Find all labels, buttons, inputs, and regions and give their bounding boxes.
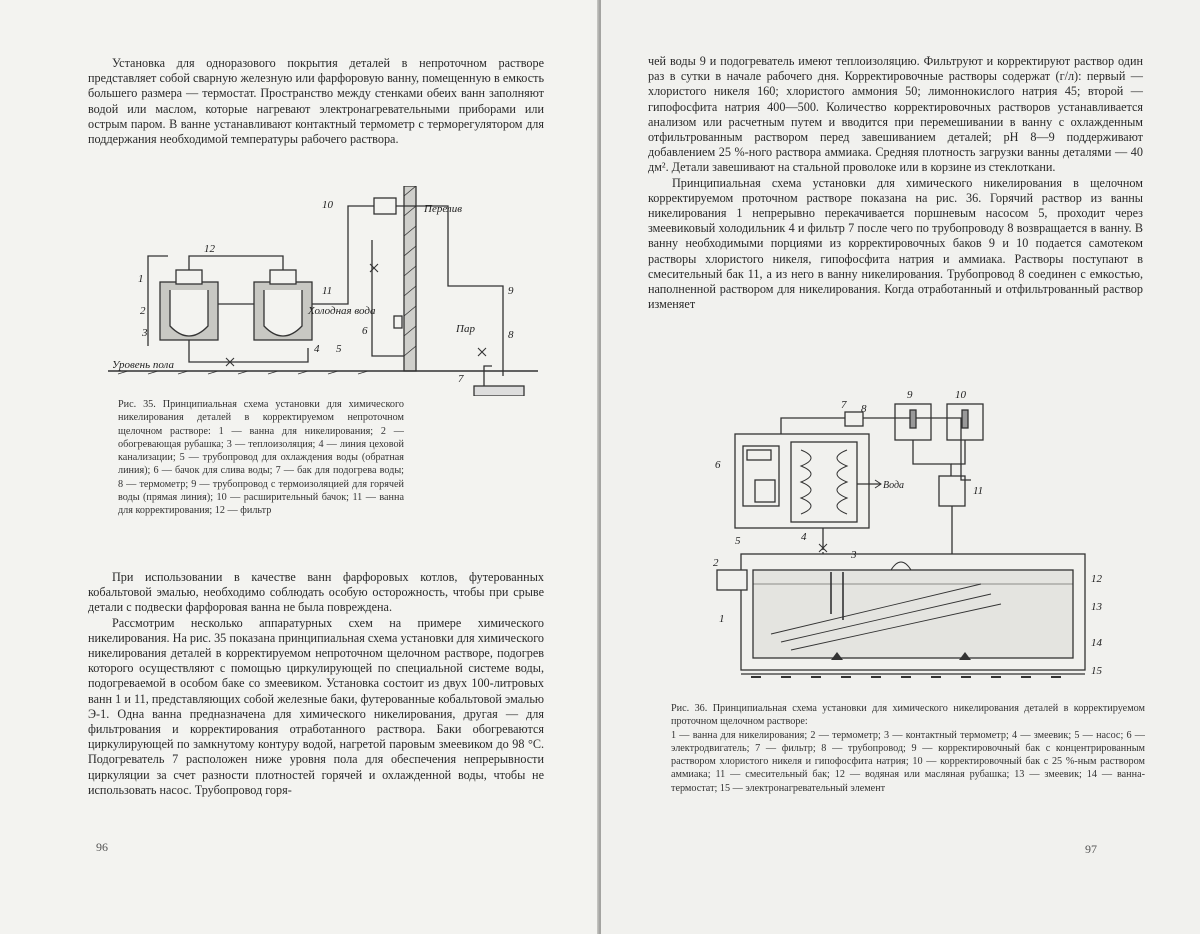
figure-35-caption bbox=[118, 398, 404, 518]
fig36-label-14: 14 bbox=[1091, 637, 1102, 649]
fig35-label-floor: Уровень пола bbox=[112, 359, 174, 371]
left-para1-text: Установка для одноразового покрытия деталей в непроточном растворе представляет собой сварную железную или фарфоровую ванну, помещенную в емкость большего размера — термостат. Пространство между стенками обеих ванн заполняют водой или маслом, которые нагревают электронагревательными приборами или острым паром. В ванне устанавливают контактный термометр с терморегулятором для поддержания необходимой температуры рабочего раствора. bbox=[88, 56, 544, 147]
caption36-body: 1 — ванна для никелирования; 2 — термометр; 3 — контактный термометр; 4 — змеевик; 5 — насос; 6 — электродвигатель; 7 — фильтр; 8 — трубопровод; 9 — корректировочный бак с концентрированным раствором хлористого никеля и гипофосфита натрия; 10 — корректировочный бак с 25 %-ным раствором аммиака; 11 — смесительный бак; 12 — водяная или масляная рубашка; 13 — змеевик; 14 — ванна-термостат; 15 — электронагревательный элемент bbox=[671, 729, 1145, 794]
fig36-label-7: 7 bbox=[841, 399, 847, 411]
fig36-label-8: 8 bbox=[861, 403, 867, 415]
figure-35-diagram bbox=[108, 186, 538, 396]
fig36-label-10: 10 bbox=[955, 389, 966, 401]
left-para3-text: Рассмотрим несколько аппаратурных схем на примере химического никелирования. На рис. 35 показана принципиальная схема установки для химического никелирования деталей в корректируемом непроточном щелочном растворе, подогрев которого осуществляют с помощью циркулирующей по специальной системе воды, подогреваемой в особом баке со змеевиком. Установка состоит из двух 100-литровых ванн 1 и 11, представляющих собой железные баки, футерованные кобальтовой эмалью Э-1. Одна ванна предназначена для химического никелирования, другая — для фильтрования и корректирования отработанного раствора. Баки обогреваются циркулирующей по замкнутому контуру водой, нагретой паровым змеевиком до 98 °С. Подогреватель 7 расположен ниже уровня пола для обеспечения непрерывности циркуляции за счет разности плотностей горячей и охлажденной воды, чтобы не использовать насос. Трубопровод горя- bbox=[88, 615, 544, 797]
right-paragraph-1 bbox=[648, 54, 1143, 312]
fig35-label-6: 6 bbox=[362, 325, 368, 337]
right-page bbox=[601, 0, 1200, 934]
fig36-label-4: 4 bbox=[801, 531, 807, 543]
fig35-label-steam: Пар bbox=[456, 323, 475, 335]
page-number-left: 96 bbox=[96, 840, 108, 854]
caption36-title: Рис. 36. Принципиальная схема установки для химического никелирования деталей в корректируемом проточном щелочном растворе: bbox=[671, 703, 1145, 728]
fig35-label-3: 3 bbox=[142, 327, 148, 339]
fig35-label-1: 1 bbox=[138, 273, 144, 285]
fig36-label-water: Вода bbox=[883, 480, 905, 491]
fig35-label-12: 12 bbox=[204, 243, 215, 255]
left-para2-text: При использовании в качестве ванн фарфоровых котлов, футерованных кобальтовой эмалью, необходимо соблюдать особую осторожность, чтобы при срыве детали с подвески фарфоровая ванна не была повреждена. bbox=[88, 570, 544, 615]
fig36-label-9: 9 bbox=[907, 389, 913, 401]
left-paragraph-1 bbox=[88, 56, 544, 147]
fig35-label-8: 8 bbox=[508, 329, 514, 341]
fig35-label-7: 7 bbox=[458, 373, 464, 385]
fig36-label-2: 2 bbox=[713, 557, 719, 569]
fig35-label-cold-water: Холодная вода bbox=[308, 305, 376, 317]
left-paragraph-2 bbox=[88, 570, 544, 798]
fig35-label-11: 11 bbox=[322, 285, 333, 297]
fig35-label-9: 9 bbox=[508, 285, 514, 297]
figure-36-caption bbox=[671, 702, 1145, 795]
page-number-right: 97 bbox=[1085, 842, 1097, 856]
caption35-text: Рис. 35. Принципиальная схема установки для химического никелирования деталей в корректируемом непроточном щелочном растворе: 1 — ванна для никелирования; 2 — обогревающая рубашка; 3 — теплоизоляция; 4 — линия цеховой канализации; 5 — трубопровод для охлаждения воды (обратная линия); 6 — бачок для слива воды; 7 — бак для подогрева воды; 8 — термометр; 9 — трубопровод с термоизоляцией для горячей воды (прямая линия); 10 — расширительный бачок; 11 — ванна для корректирования; 12 — фильтр bbox=[118, 399, 404, 517]
fig35-label-5: 5 bbox=[336, 343, 342, 355]
fig36-label-15: 15 bbox=[1091, 665, 1102, 677]
fig36-label-3: 3 bbox=[851, 549, 857, 561]
fig36-label-12: 12 bbox=[1091, 573, 1102, 585]
fig36-label-13: 13 bbox=[1091, 601, 1102, 613]
fig35-label-10: 10 bbox=[322, 199, 333, 211]
fig35-label-4: 4 bbox=[314, 343, 320, 355]
fig36-label-5: 5 bbox=[735, 535, 741, 547]
fig35-label-overflow: Перелив bbox=[424, 203, 463, 215]
fig36-label-6: 6 bbox=[715, 459, 721, 471]
fig36-label-1: 1 bbox=[719, 613, 725, 625]
figure-36-diagram bbox=[711, 384, 1111, 694]
left-page bbox=[0, 0, 599, 934]
right-para2-text: Принципиальная схема установки для химического никелирования в щелочном корректируемом проточном растворе показана на рис. 36. Горячий раствор из ванны никелирования 1 непрерывно перекачивается поршневым насосом 5, проходит через змеевиковый холодильник 4 и фильтр 7 после чего по трубопроводу 8 возвращается в ванну. В ванну необходимыми порциями из корректировочных баков 9 и 10 подается самотеком растворы хлористого никеля, гипофосфита натрия и аммиака. Растворы поступают в смесительный бак 11, а из него в ванну никелирования. Трубопровод 8 соединен с емкостью, наполненной раствором для никелирования. Когда отработанный и отфильтрованный раствор изменяет bbox=[648, 175, 1143, 312]
right-para1-text: чей воды 9 и подогреватель имеют теплоизоляцию. Фильтруют и корректируют раствор один раз в сутки в начале рабочего дня. Корректировочные растворы содержат (г/л): первый — хлористого никеля 160; хлористого аммония 50; лимоннокислого натрия 45; второй — гипофосфита натрия 400—500. Количество корректировочных растворов устанавливается анализом или расчетным путем и вводится при перемешивании в ванну с охлажденным отфильтрованным раствором перед завешиванием деталей; pH 8—9 поддерживают добавлением 25 %-ного раствора аммиака. Средняя плотность загрузки ванны деталями — 40 дм². Детали завешивают на стальной проволоке или в корзине из стеклоткани. bbox=[648, 54, 1143, 175]
fig36-label-11: 11 bbox=[973, 485, 984, 497]
fig35-label-2: 2 bbox=[140, 305, 146, 317]
